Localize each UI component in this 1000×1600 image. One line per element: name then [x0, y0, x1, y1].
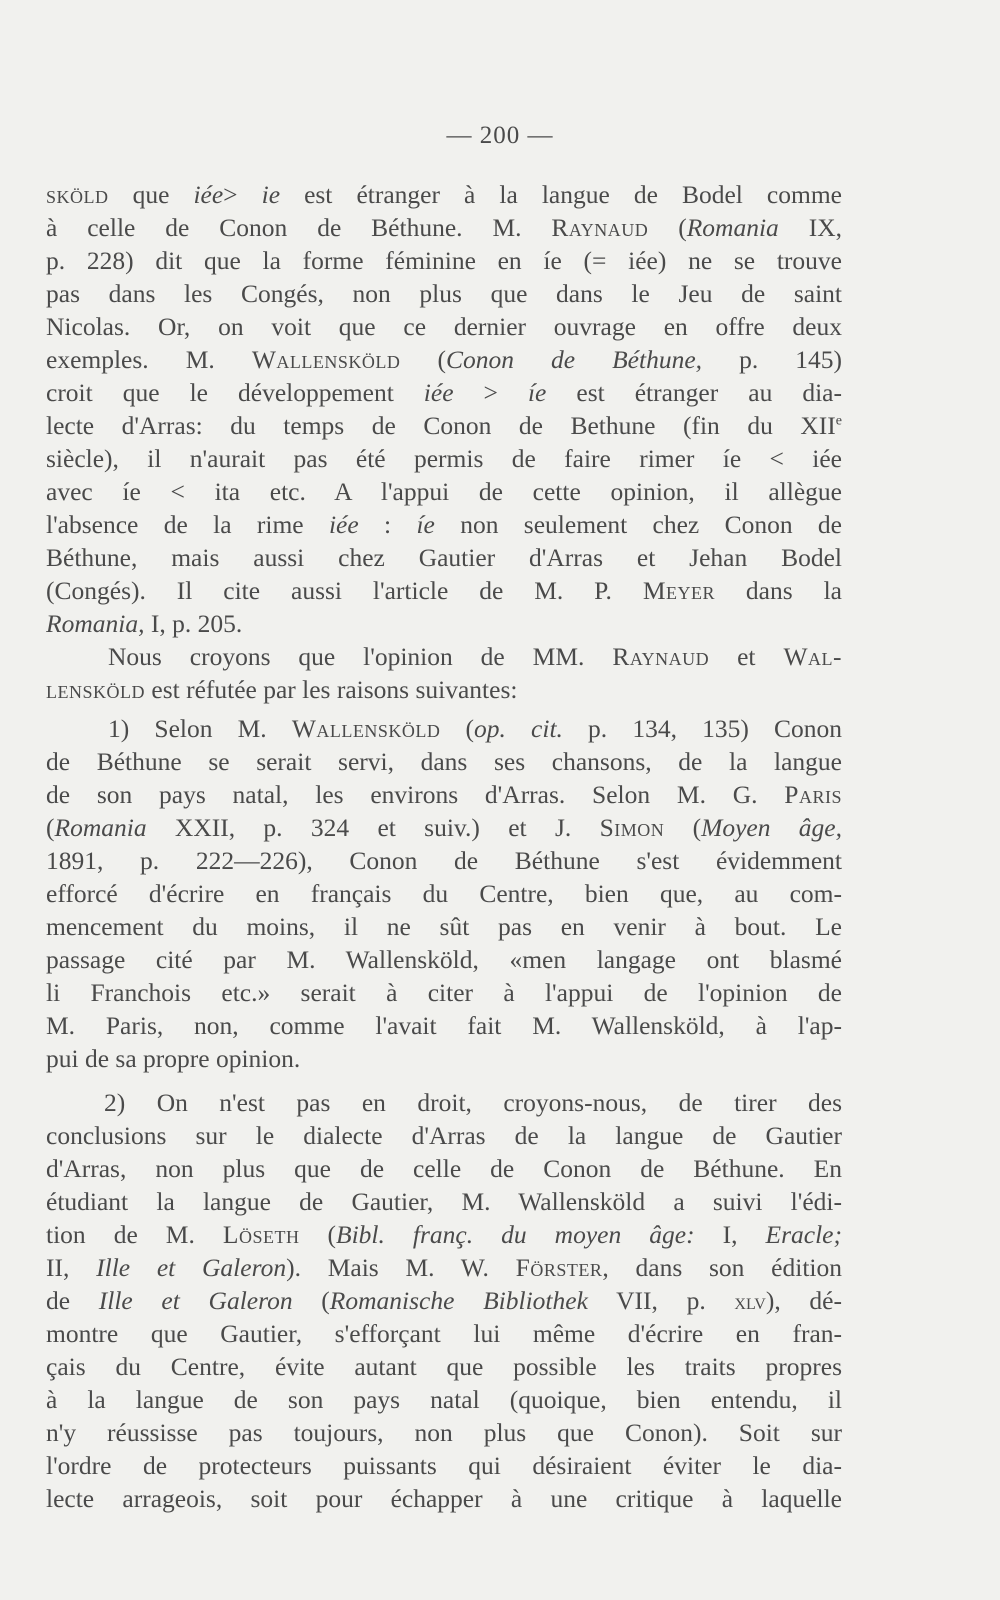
text-line: lensköld est réfutée par les raisons suivantes: [46, 675, 518, 704]
text-line: étudiant la langue de Gautier, M. Wallensköld a suivi l'édi- [46, 1187, 842, 1216]
text-line: II, Ille et Galeron). Mais M. W. Förster, dans son édition [46, 1253, 842, 1282]
text-line: (Romania XXII, p. 324 et suiv.) et J. Simon (Moyen âge, [46, 813, 842, 842]
text-line: de Béthune se serait servi, dans ses chansons, de la langue [46, 747, 842, 776]
text-line: pui de sa propre opinion. [46, 1044, 301, 1073]
text-line: efforcé d'écrire en français du Centre, bien que, au com- [46, 879, 842, 908]
text-line: (Congés). Il cite aussi l'article de M. P. Meyer dans la [46, 576, 842, 605]
text-line: montre que Gautier, s'efforçant lui même d'écrire en fran- [46, 1319, 842, 1348]
text-line: l'absence de la rime iée : íe non seulement chez Conon de [46, 510, 842, 539]
text-line: 1) Selon M. Wallensköld (op. cit. p. 134, 135) Conon [108, 714, 842, 743]
text-line: à la langue de son pays natal (quoique, bien entendu, il [46, 1385, 842, 1414]
text-line: mencement du moins, il ne sût pas en venir à bout. Le [46, 912, 842, 941]
text-line: l'ordre de protecteurs puissants qui désiraient éviter le dia- [46, 1451, 842, 1480]
text-line: passage cité par M. Wallensköld, «men langage ont blasmé [46, 945, 842, 974]
text-line: Nicolas. Or, on voit que ce dernier ouvrage en offre deux [46, 312, 842, 341]
text-line: Béthune, mais aussi chez Gautier d'Arras et Jehan Bodel [46, 543, 842, 572]
text-line: p. 228) dit que la forme féminine en íe (= iée) ne se trouve [46, 246, 842, 275]
text-block-lower [46, 1086, 842, 1515]
text-line: de Ille et Galeron (Romanische Bibliothek VII, p. xlv), dé- [46, 1286, 842, 1315]
text-line: M. Paris, non, comme l'avait fait M. Wallensköld, à l'ap- [46, 1011, 842, 1040]
text-line: exemples. M. Wallensköld (Conon de Béthune, p. 145) [46, 345, 842, 374]
text-line: çais du Centre, évite autant que possible les traits propres [46, 1352, 842, 1381]
text-line: tion de M. Löseth (Bibl. franç. du moyen âge: I, Eracle; [46, 1220, 842, 1249]
text-line: pas dans les Congés, non plus que dans le Jeu de saint [46, 279, 842, 308]
text-line: lecte arrageois, soit pour échapper à une critique à laquelle [46, 1484, 842, 1513]
text-line: n'y réussisse pas toujours, non plus que Conon). Soit sur [46, 1418, 842, 1447]
text-line: Nous croyons que l'opinion de MM. Raynaud et Wal- [108, 642, 842, 671]
text-line: li Franchois etc.» serait à citer à l'appui de l'opinion de [46, 978, 842, 1007]
text-line: sköld que iée> ie est étranger à la langue de Bodel comme [46, 180, 842, 209]
text-line: siècle), il n'aurait pas été permis de faire rimer íe < iée [46, 444, 842, 473]
text-line: avec íe < ita etc. A l'appui de cette opinion, il allègue [46, 477, 842, 506]
text-line: 2) On n'est pas en droit, croyons-nous, de tirer des [104, 1088, 842, 1117]
text-line: de son pays natal, les environs d'Arras. Selon M. G. Paris [46, 780, 842, 809]
text-line: Romania, I, p. 205. [46, 609, 243, 638]
text-line: d'Arras, non plus que de celle de Conon de Béthune. En [46, 1154, 842, 1183]
text-line: à celle de Conon de Béthune. M. Raynaud (Romania IX, [46, 213, 842, 242]
text-line: 1891, p. 222—226), Conon de Béthune s'est évidemment [46, 846, 842, 875]
text-line: croit que le développement iée > íe est étranger au dia- [46, 378, 842, 407]
text-line: lecte d'Arras: du temps de Conon de Bethune (fin du XIIe [46, 411, 842, 440]
text-block-upper [46, 178, 842, 1075]
page-number: — 200 — [446, 122, 554, 149]
text-line: conclusions sur le dialecte d'Arras de la langue de Gautier [46, 1121, 842, 1150]
